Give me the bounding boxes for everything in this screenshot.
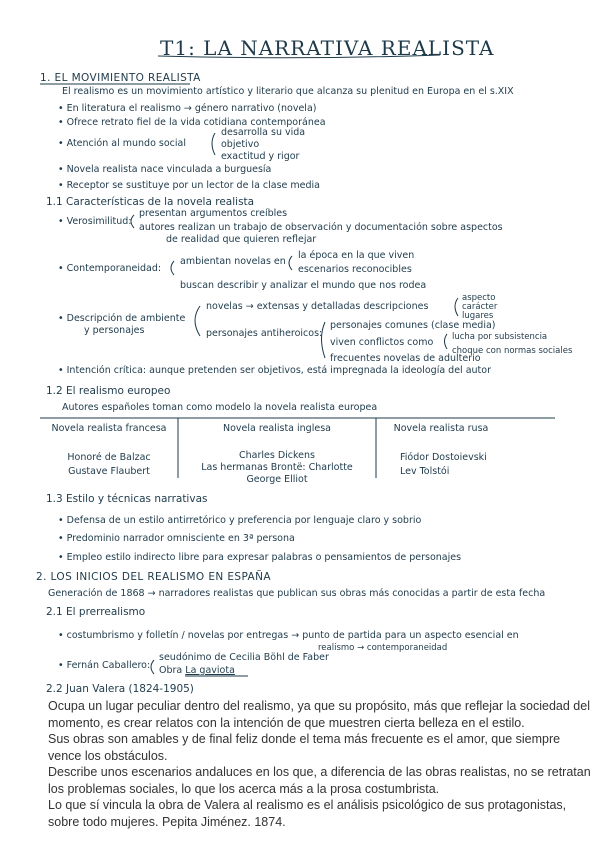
- valera-line: Describe unos escenarios andaluces en los que, a diferencia de las obras realistas, no se retratan: [48, 765, 591, 779]
- social-option-2: objetivo: [221, 139, 260, 150]
- valera-paragraph: [48, 698, 591, 830]
- section-1-2-heading: 1.2 El realismo europeo: [46, 385, 171, 397]
- s12-intro: Autores españoles toman como modelo la novela realista europea: [62, 402, 378, 413]
- valera-line: Sus obras son amables y de final feliz donde el tema más frecuente es el amor, que siempre: [48, 732, 561, 746]
- valera-line: vence los obstáculos.: [48, 748, 168, 763]
- s1-bullet-3: • Atención al mundo social: [58, 138, 186, 149]
- table-header-rusa: Novela realista rusa: [393, 423, 489, 434]
- gaviota-title: La gaviota: [185, 665, 235, 676]
- valera-line: sobre todo mujeres. Pepita Jiménez. 1874.: [48, 814, 286, 829]
- s1-bullet-5: • Receptor se sustituye por un lector de la clase media: [58, 180, 320, 191]
- veros-label: • Verosimilitud:: [58, 216, 132, 227]
- table-cell: Fiódor Dostoievski: [400, 452, 487, 463]
- contemp-item-1a: la época en la que viven: [298, 250, 415, 261]
- intencion-critica: • Intención crítica: aunque pretenden ser objetivos, está impregnada la ideología del autor: [58, 365, 492, 376]
- table-cell: Charles Dickens: [239, 450, 315, 461]
- contemp-item-1b: escenarios reconocibles: [298, 264, 412, 275]
- s13-bullet-1: • Defensa de un estilo antirretórico y preferencia por lenguaje claro y sobrio: [58, 515, 422, 526]
- aspect-3: lugares: [462, 311, 494, 321]
- table-cell: Lev Tolstói: [400, 466, 450, 477]
- contemp-label: • Contemporaneidad:: [58, 263, 162, 274]
- contemp-item-2: buscan describir y analizar el mundo que nos rodea: [180, 280, 427, 291]
- page-title: T1: LA NARRATIVA REALISTA: [160, 36, 495, 60]
- aspect-1: aspecto: [462, 293, 496, 303]
- valera-line: Lo que sí vincula la obra de Valera al realismo es el análisis psicológico de sus protagonistas,: [48, 798, 567, 812]
- brace-descripcion: [195, 306, 200, 336]
- section-1-1-heading: 1.1 Características de la novela realista: [46, 196, 255, 208]
- fernan-item-1: seudónimo de Cecilia Böhl de Faber: [159, 652, 329, 663]
- veros-item-2: autores realizan un trabajo de observación y documentación sobre aspectos: [139, 222, 503, 233]
- fernan-label: • Fernán Caballero:: [58, 660, 151, 671]
- valera-line: Ocupa un lugar peculiar dentro del realismo, ya que su propósito, más que reflejar la sociedad del: [48, 699, 590, 713]
- section-2-heading: 2. LOS INICIOS DEL REALISMO EN ESPAÑA: [36, 571, 271, 583]
- s1-bullet-2: • Ofrece retrato fiel de la vida cotidiana contemporánea: [58, 117, 326, 128]
- brace-aspectos: [455, 298, 458, 316]
- contemp-item-1: ambientan novelas en: [180, 256, 286, 267]
- section-2-2-heading: 2.2 Juan Valera (1824-1905): [46, 683, 194, 695]
- brace-fernan: [151, 660, 154, 674]
- table-cell: Honoré de Balzac: [67, 452, 151, 463]
- s1-intro: El realismo es un movimiento artístico y literario que alcanza su plenitud en Europa en el s.XIX: [62, 86, 514, 97]
- s21-bullet-1: • costumbrismo y folletín / novelas por entregas → punto de partida para un aspecto esencial en: [58, 630, 519, 641]
- table-header-francesa: Novela realista francesa: [51, 423, 167, 434]
- desc-personajes: personajes antiheroicos:: [206, 328, 323, 339]
- s13-bullet-3: • Empleo estilo indirecto libre para expresar palabras o pensamientos de personajes: [58, 552, 462, 563]
- section-1-3-heading: 1.3 Estilo y técnicas narrativas: [46, 493, 208, 505]
- brace-epoca: [289, 256, 292, 270]
- desc-label-1: • Descripción de ambiente: [58, 313, 186, 324]
- social-option-1: desarrolla su vida: [221, 127, 306, 138]
- brace-conflictos: [445, 334, 448, 349]
- valera-line: momento, es crear relatos con la intención de que muestren cierta belleza en el estilo.: [48, 715, 525, 730]
- social-option-3: exactitud y rigor: [221, 151, 300, 162]
- pers-item-3: frecuentes novelas de adulterio: [330, 353, 481, 364]
- s21-bullet-1-cont: realismo → contemporaneidad: [318, 643, 448, 653]
- s1-bullet-1: • En literatura el realismo → género narrativo (novela): [58, 103, 317, 114]
- table-header-inglesa: Novela realista inglesa: [223, 423, 331, 434]
- s2-intro: Generación de 1868 → narradores realistas que publican sus obras más conocidas a partir de esta fecha: [48, 588, 546, 599]
- brace-social: [212, 133, 215, 155]
- desc-label-2: y personajes: [84, 325, 145, 336]
- pers-item-2a: lucha por subsistencia: [452, 332, 548, 342]
- veros-item-3: de realidad que quieren reflejar: [166, 234, 317, 245]
- pers-item-2b: choque con normas sociales: [452, 346, 573, 356]
- valera-line: los problemas sociales, lo que los acerca más a la prosa costumbrista.: [48, 781, 440, 796]
- veros-item-1: presentan argumentos creíbles: [139, 208, 288, 219]
- pers-item-1: personajes comunes (clase media): [330, 320, 496, 331]
- desc-novelas: novelas → extensas y detalladas descripciones: [206, 301, 429, 312]
- pers-item-2: viven conflictos como: [330, 337, 434, 348]
- s1-bullet-4: • Novela realista nace vinculada a burguesía: [58, 164, 272, 175]
- table-cell: Gustave Flaubert: [68, 466, 150, 477]
- table-cell: Las hermanas Brontë: Charlotte: [201, 462, 353, 473]
- s13-bullet-2: • Predominio narrador omnisciente en 3ª persona: [58, 533, 295, 544]
- aspect-2: carácter: [462, 302, 498, 312]
- section-1-heading: 1. EL MOVIMIENTO REALISTA: [40, 72, 201, 84]
- brace-contemp: [171, 261, 174, 275]
- table-cell: George Elliot: [246, 474, 308, 485]
- section-2-1-heading: 2.1 El prerrealismo: [46, 606, 146, 618]
- fernan-item-2: Obra La gaviota: [159, 665, 235, 676]
